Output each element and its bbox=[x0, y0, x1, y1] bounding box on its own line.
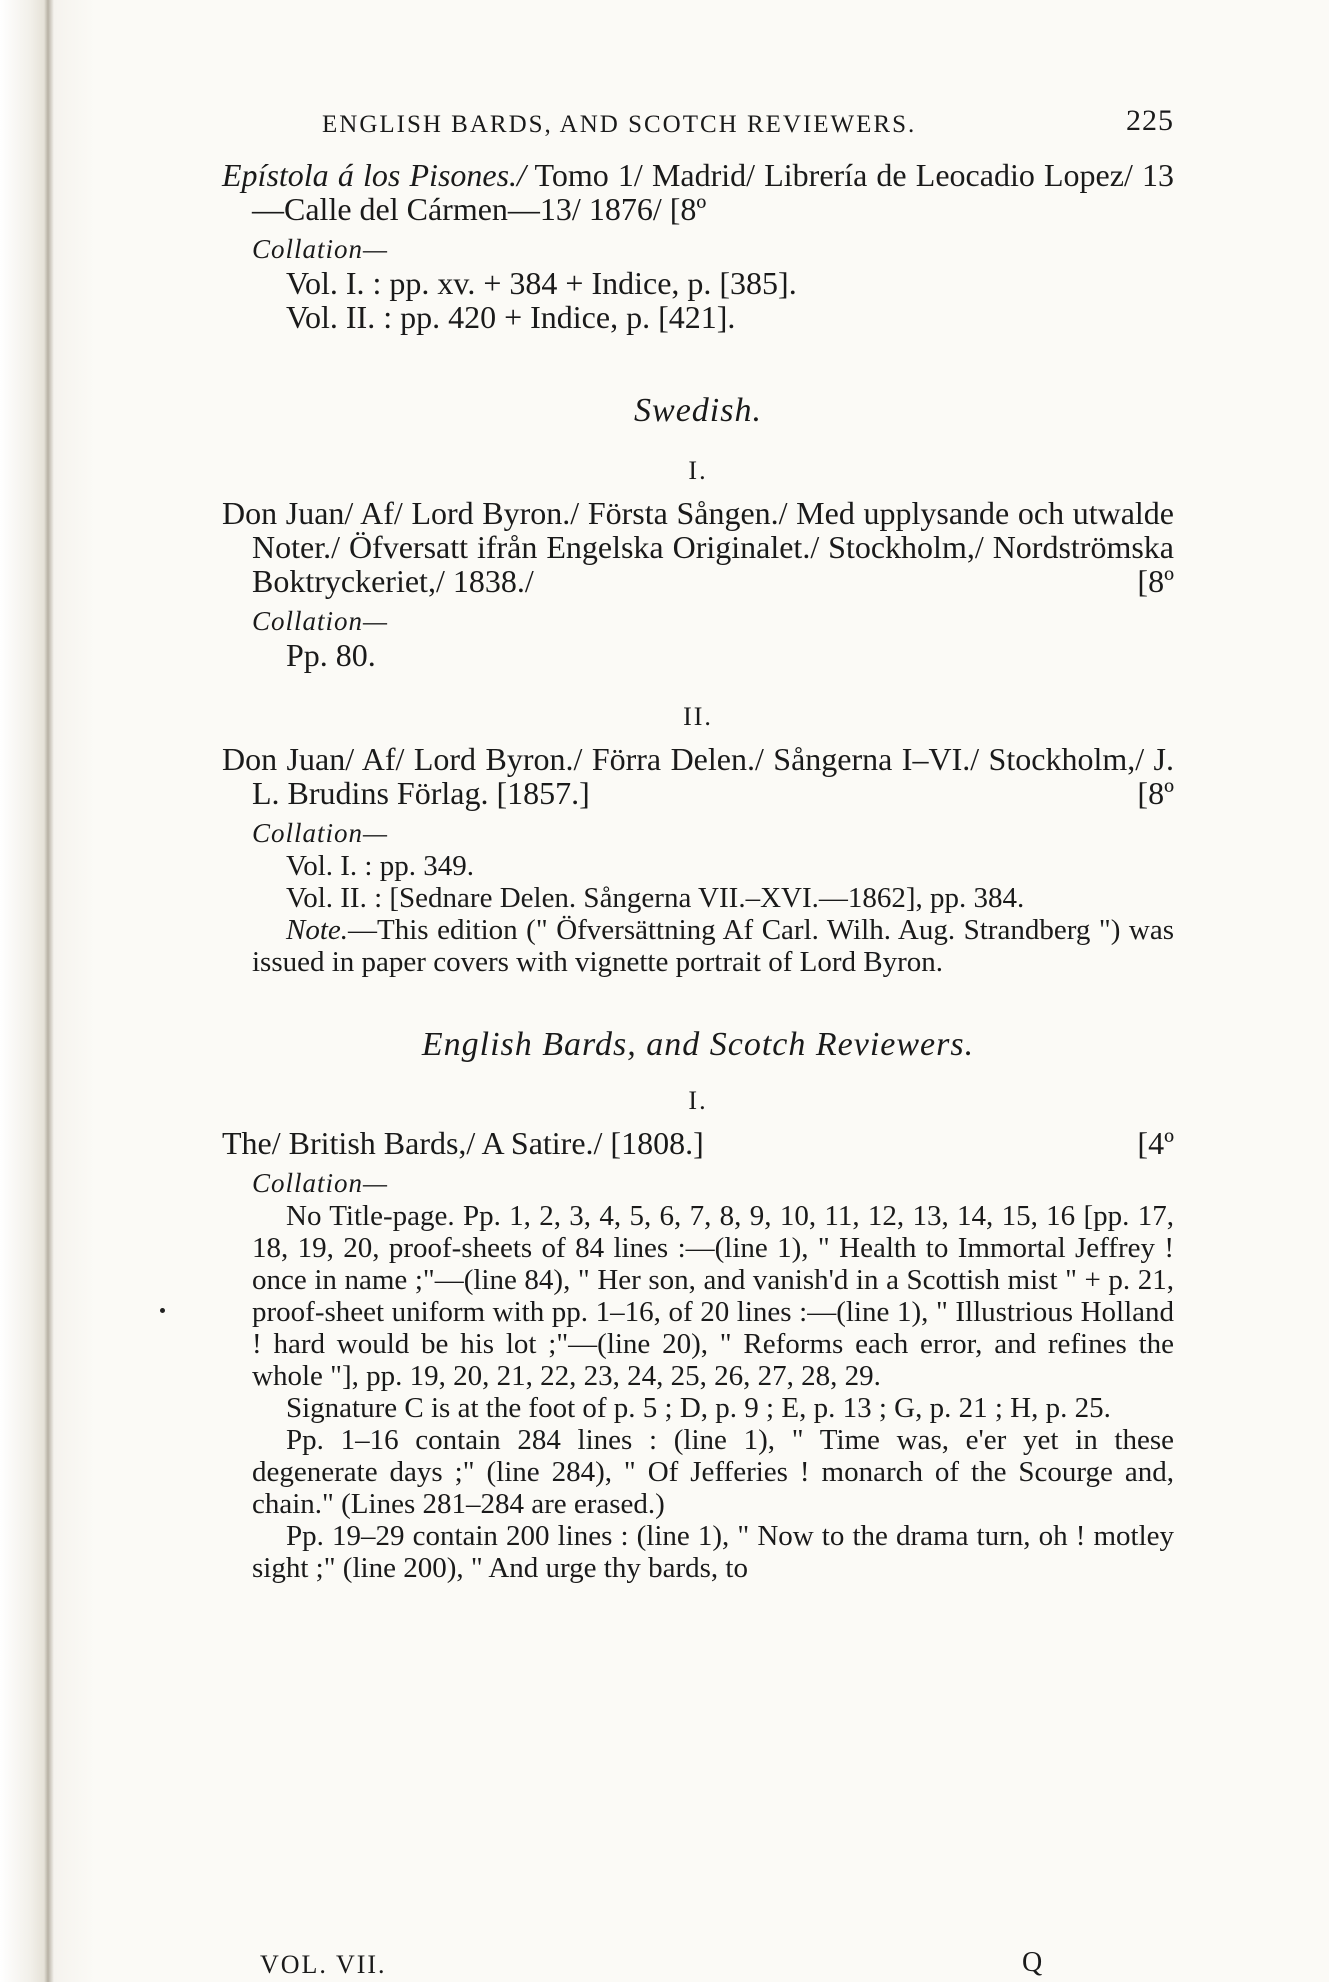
book-binding-edge bbox=[0, 0, 95, 1982]
format-mark: [8º bbox=[1137, 563, 1174, 599]
format-mark: [4º bbox=[1137, 1125, 1174, 1161]
volume-footer: VOL. VII. bbox=[260, 1950, 387, 1979]
entry-title-text: Don Juan/ Af/ Lord Byron./ Förra Delen./ Sångerna I–VI./ Stockholm,/ J. L. Brudins Förlag. [1857.] bbox=[222, 741, 1174, 811]
signature-mark: Q bbox=[1022, 1947, 1043, 1978]
note-text: —This edition (" Öfversättning Af Carl. Wilh. Aug. Strandberg ") was issued in paper covers with vignette portrait of Lord Byron. bbox=[252, 914, 1174, 978]
section-heading-ebsr: English Bards, and Scotch Reviewers. bbox=[421, 1026, 975, 1063]
ink-speck bbox=[160, 1308, 165, 1313]
running-head-title: ENGLISH BARDS, AND SCOTCH REVIEWERS. bbox=[322, 111, 917, 138]
spanish-entry bbox=[222, 158, 1174, 334]
entry-title-text: Don Juan/ Af/ Lord Byron./ Första Sången./ Med upplysande och utwalde Noter./ Öfversatt ifrån Engelska Originalet./ Stockholm,/ Nordströmska Boktryckeriet,/ 1838./ bbox=[222, 495, 1174, 599]
collation-paragraph-3: Pp. 1–16 contain 284 lines : (line 1), " Time was, e'er yet in these degenerate days ;" (line 284), " Of Jefferies ! monarch of the Scourge and, chain." (Lines 281–284 are erased.) bbox=[252, 1424, 1174, 1520]
collation-label: Collation— bbox=[252, 606, 389, 636]
format-mark: [8º bbox=[1137, 775, 1174, 811]
collation-label: Collation— bbox=[252, 1168, 389, 1198]
collation-paragraph-2: Signature C is at the foot of p. 5 ; D, p. 9 ; E, p. 13 ; G, p. 21 ; H, p. 25. bbox=[286, 1392, 1111, 1424]
collation-paragraph-4: Pp. 19–29 contain 200 lines : (line 1), " Now to the drama turn, oh ! motley sight ;" (line 200), " And urge thy bards, to bbox=[252, 1520, 1174, 1584]
entry-numeral: I. bbox=[688, 456, 708, 485]
collation-vol-1: Vol. I. : pp. 349. bbox=[286, 850, 474, 882]
collation-vol-2: Vol. II. : pp. 420 + Indice, p. [421]. bbox=[286, 299, 736, 335]
edition-note bbox=[252, 914, 1174, 978]
section-heading-swedish: Swedish. bbox=[634, 392, 762, 429]
entry-title bbox=[222, 158, 1174, 226]
entry-title-italic: Epístola á los Pisones./ bbox=[222, 157, 526, 193]
entry-title-rest: Tomo 1/ Madrid/ Librería de Leocadio Lopez/ 13—Calle del Cármen—13/ 1876/ bbox=[252, 157, 1175, 227]
collation-vol-1: Vol. I. : pp. xv. + 384 + Indice, p. [385]. bbox=[286, 265, 797, 301]
entry-title-text: The/ British Bards,/ A Satire./ [1808.] bbox=[222, 1125, 704, 1161]
collation-label: Collation— bbox=[252, 818, 389, 848]
running-head bbox=[322, 100, 1174, 144]
entry-title bbox=[222, 1126, 1174, 1160]
entry-numeral: II. bbox=[683, 702, 713, 731]
ebsr-entry-1 bbox=[222, 1126, 1174, 1584]
book-page bbox=[222, 100, 1175, 1979]
collation-paragraph-1: No Title-page. Pp. 1, 2, 3, 4, 5, 6, 7, 8, 9, 10, 11, 12, 13, 14, 15, 16 [pp. 17, 18, 19, 20, proof-sheets of 84 lines :—(line 1), " Health to Immortal Jeffrey ! once in name ;"—(line 84), " Her son, and vanish'd in a Scottish mist " + p. 21, proof-sheet uniform with pp. 1–16, of 20 lines :—(line 1), " Illustrious Holland ! hard would be his lot ;"—(line 20), " Reforms each error, and refines the whole "], pp. 19, 20, 21, 22, 23, 24, 25, 26, 27, 28, 29. bbox=[252, 1200, 1174, 1392]
note-label: Note. bbox=[286, 914, 349, 946]
page-number: 225 bbox=[1126, 104, 1174, 137]
collation-vol-2: Vol. II. : [Sednare Delen. Sångerna VII.–XVI.—1862], pp. 384. bbox=[286, 882, 1025, 914]
collation-pages: Pp. 80. bbox=[286, 637, 376, 673]
format-mark: [8º bbox=[669, 191, 707, 227]
swedish-entry-1 bbox=[222, 496, 1174, 672]
entry-title bbox=[222, 496, 1174, 598]
entry-numeral: I. bbox=[688, 1086, 708, 1115]
swedish-entry-2 bbox=[222, 742, 1174, 978]
collation-label: Collation— bbox=[252, 234, 389, 264]
entry-title bbox=[222, 742, 1174, 810]
